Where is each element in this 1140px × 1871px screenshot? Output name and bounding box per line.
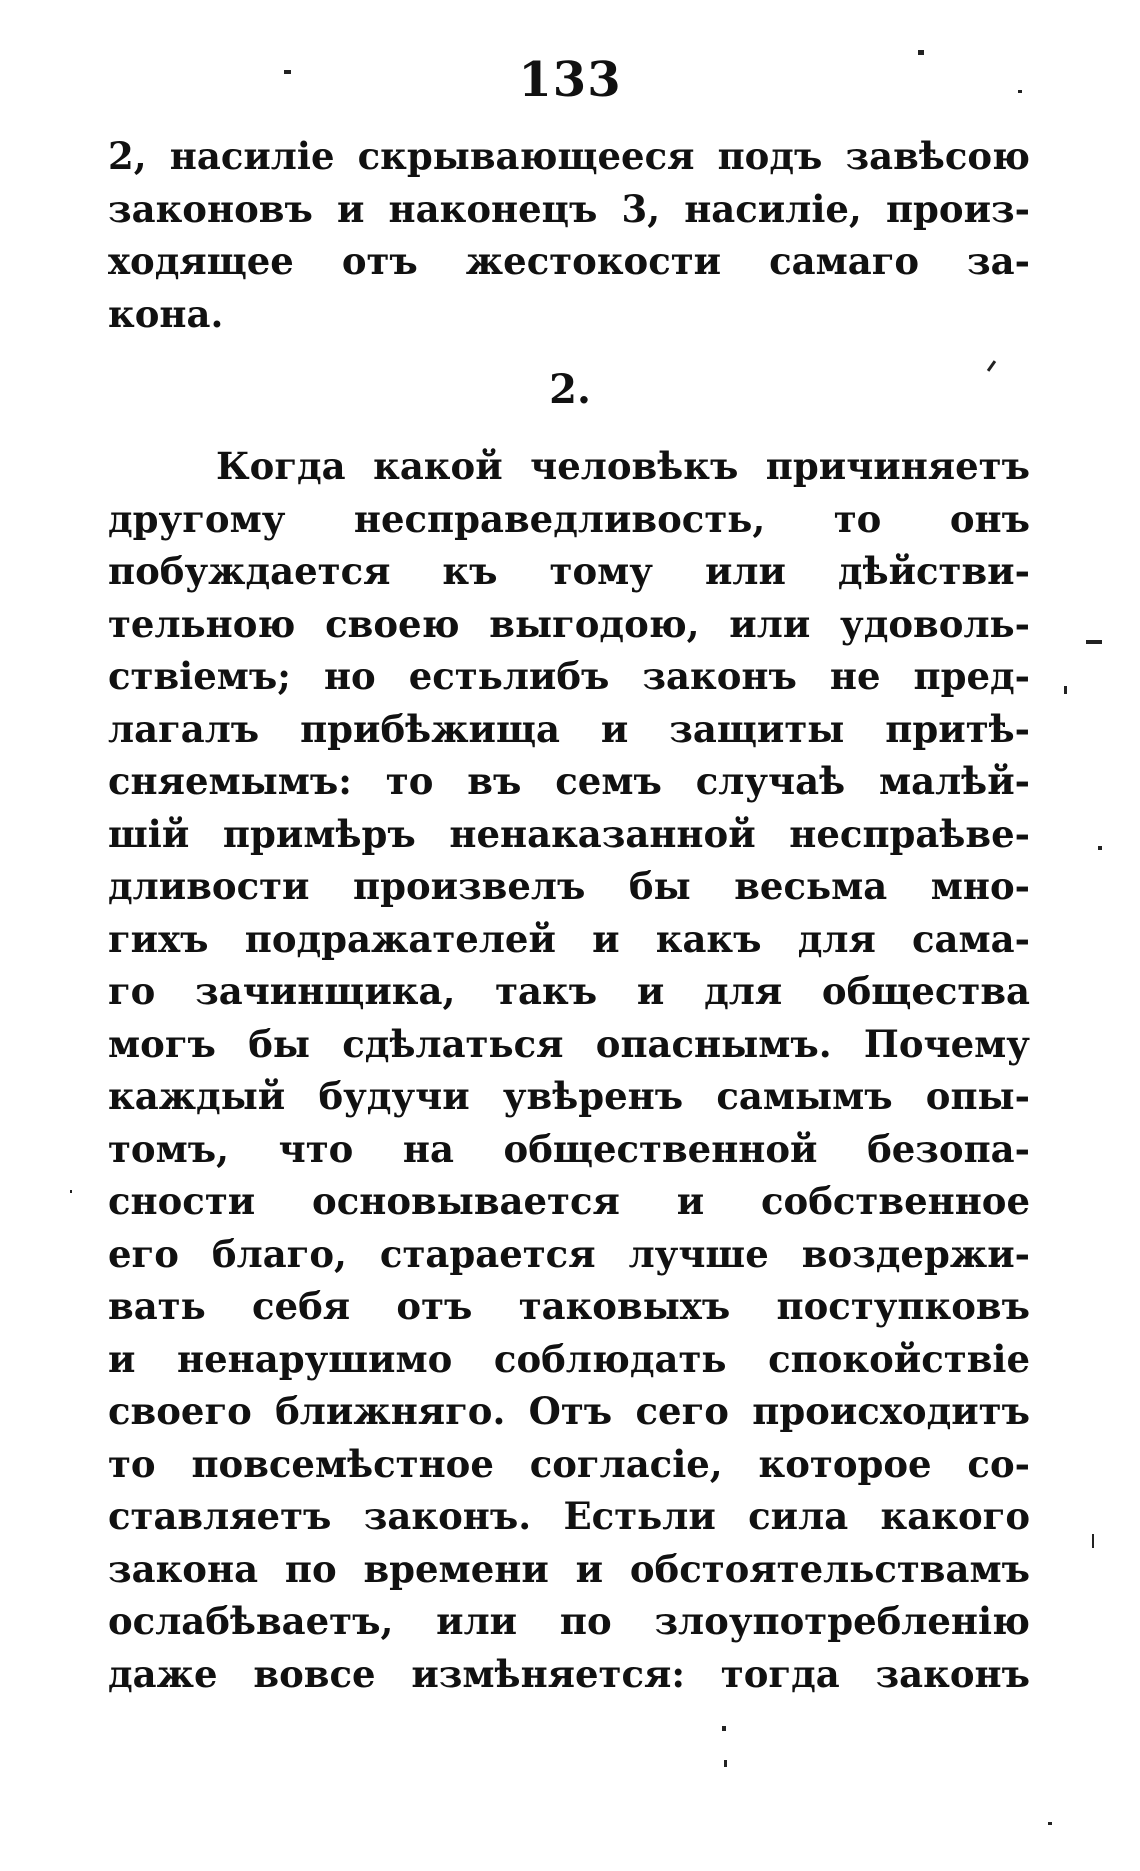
text-line: и ненарушимо соблюдать спокойствіе	[108, 1336, 1030, 1381]
scan-speck	[1064, 686, 1067, 694]
text-line: даже вовсе измѣняется: тогда законъ	[108, 1651, 1030, 1696]
text-line: законовъ и наконецъ 3, насиліе, произ-	[108, 186, 1030, 231]
text-line: го зачинщика, такъ и для общества	[108, 969, 1030, 1013]
scan-speck	[1098, 846, 1102, 850]
text-line: 2, насиліе скрывающееся подъ завѣсою	[108, 134, 1030, 178]
text-line: кона.	[108, 291, 224, 336]
text-line: тельною своею выгодою, или удоволь-	[108, 601, 1030, 646]
text-line: сняемымъ: то въ семъ случаѣ малѣй-	[108, 759, 1030, 803]
text-line: гихъ подражателей и какъ для сама-	[108, 916, 1030, 961]
text-line: ставляетъ законъ. Естьли сила какого	[108, 1494, 1030, 1538]
text-line: сности основывается и собственное	[108, 1179, 1030, 1223]
scan-speck	[722, 1726, 726, 1731]
scan-speck	[70, 1190, 72, 1193]
text-line: шій примѣръ ненаказанной неспраѣве-	[108, 811, 1030, 856]
section-number: 2.	[549, 366, 591, 413]
text-line: дливости произвелъ бы весьма мно-	[108, 864, 1030, 908]
text-line: каждый будучи увѣренъ самымъ опы-	[108, 1074, 1030, 1118]
text-line: могъ бы сдѣлаться опаснымъ. Почему	[108, 1021, 1030, 1066]
page-number: 133	[518, 52, 622, 108]
scan-speck	[1048, 1822, 1052, 1825]
text-line: другому несправедливость, то онъ	[108, 496, 1030, 541]
text-line: то повсемѣстное согласіе, которое со-	[108, 1441, 1030, 1486]
text-line: ствіемъ; но естьлибъ законъ не пред-	[108, 654, 1030, 698]
scan-speck	[1092, 1534, 1094, 1548]
text-line: его благо, старается лучше воздержи-	[108, 1231, 1030, 1276]
text-line: побуждается къ тому или дѣйстви-	[108, 549, 1030, 593]
scan-speck	[918, 50, 924, 55]
text-line: своего ближняго. Отъ сего происходитъ	[108, 1389, 1030, 1433]
text-line: ходящее отъ жестокости самаго за-	[108, 239, 1030, 283]
text-line: закона по времени и обстоятельствамъ	[108, 1546, 1030, 1591]
text-line: вать себя отъ таковыхъ поступковъ	[108, 1284, 1030, 1328]
main-paragraph	[108, 440, 1030, 1700]
text-line: томъ, что на общественной безопа-	[108, 1126, 1030, 1171]
text-line: лагалъ прибѣжища и защиты притѣ-	[108, 706, 1030, 751]
scan-speck	[724, 1760, 727, 1767]
scan-speck	[1086, 640, 1102, 644]
top-paragraph	[108, 130, 1030, 340]
scan-speck	[1018, 90, 1022, 93]
scan-speck	[284, 70, 291, 74]
text-line: Когда какой человѣкъ причиняетъ	[216, 444, 1030, 488]
text-line: ослабѣваетъ, или по злоупотребленію	[108, 1599, 1030, 1643]
